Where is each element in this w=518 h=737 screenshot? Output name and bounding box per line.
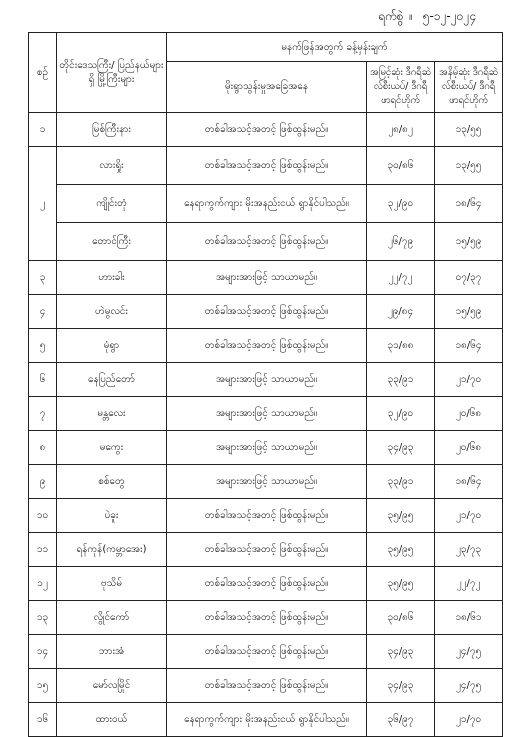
document-date [378,8,498,26]
rain-condition: အများအားဖြင့် သာယာမည်။ [167,465,367,499]
min-temperature: ၂၄/၇၅ [435,635,503,669]
min-temperature: ၂၃/၇၃ [435,533,503,567]
rain-condition: တစ်ခါအသင့်အတင့် ဖြစ်ထွန်းမည်။ [167,635,367,669]
row-number: ၁၆ [29,703,57,737]
header-min-temp: အနိမ့်ဆုံး ဒီဂရီဆဲလ်စီးယပ်/ ဒီဂရီဖာရင်ဟိုက် [435,62,503,113]
rain-condition: အများအားဖြင့် သာယာမည်။ [167,363,367,397]
city-name: ဘားအံ [57,635,167,669]
min-temperature: ၁၈/၆၄ [435,465,503,499]
rain-condition: တစ်ခါအသင့်အတင့် ဖြစ်ထွန်းမည်။ [167,499,367,533]
rain-condition: အများအားဖြင့် သာယာမည်။ [167,261,367,295]
row-number: ၁၀ [29,499,57,533]
weather-forecast-table [28,32,503,737]
max-temperature: ၃၃/၉၁ [367,465,435,499]
city-name: လွိုင်ကော် [57,601,167,635]
min-temperature: ၀၇/၃၇ [435,261,503,295]
date-separator: ။ [409,9,413,23]
header-forecast-group: မနက်ဖြန်အတွက် ခန့်မှန်းချက် [167,33,503,62]
rain-condition: တစ်ခါအသင့်အတင့် ဖြစ်ထွန်းမည်။ [167,147,367,185]
city-name: စစ်တွေ [57,465,167,499]
row-number: ၁၅ [29,669,57,703]
max-temperature: ၃၅/၉၅ [367,533,435,567]
city-name: ရန်ကုန်(ကမ္ဘာအေး) [57,533,167,567]
city-name: ဟားခါး [57,261,167,295]
min-temperature: ၂၄/၇၅ [435,669,503,703]
city-name: မုံရွာ [57,329,167,363]
city-name: ဗုသိမ် [57,567,167,601]
date-label: ရက်စွဲ [378,9,404,23]
max-temperature: ၂၉/၈၄ [367,295,435,329]
max-temperature: ၃၅/၉၅ [367,499,435,533]
min-temperature: ၁၈/၆၁ [435,601,503,635]
min-temperature: ၁၅/၅၉ [435,295,503,329]
row-number: ၈ [29,431,57,465]
city-name: ဟဲမွလင်း [57,295,167,329]
min-temperature: ၁၈/၆၄ [435,185,503,223]
row-number: ၄ [29,295,57,329]
row-number: ၉ [29,465,57,499]
rain-condition: တစ်ခါအသင့်အတင့် ဖြစ်ထွန်းမည်။ [167,223,367,261]
rain-condition: တစ်ခါအသင့်အတင့် ဖြစ်ထွန်းမည်။ [167,113,367,147]
header-max-temp: အမြင့်ဆုံး ဒီဂရီဆဲလ်စီးယပ်/ ဒီဂရီဖာရင်ဟိုက် [367,62,435,113]
row-number: ၁၁ [29,533,57,567]
row-number: ၁ [29,113,57,147]
rain-condition: တစ်ခါအသင့်အတင့် ဖြစ်ထွန်းမည်။ [167,295,367,329]
rain-condition: တစ်ခါအသင့်အတင့် ဖြစ်ထွန်းမည်။ [167,669,367,703]
header-serial-number: စဉ် [29,33,57,113]
rain-condition: နေရာကွက်ကျား မိုးအနည်းငယ် ရွာနိုင်ပါသည်။ [167,185,367,223]
min-temperature: ၁၃/၅၅ [435,113,503,147]
max-temperature: ၃၀/၈၆ [367,147,435,185]
max-temperature: ၃၅/၉၅ [367,567,435,601]
row-number: ၁၃ [29,601,57,635]
city-name: တောင်ကြီး [57,223,167,261]
max-temperature: ၂၆/၇၉ [367,223,435,261]
max-temperature: ၃၂/၉၀ [367,397,435,431]
header-rain-condition: မိုးရွာသွန်းမှုအခြေအနေ [167,62,367,113]
date-value: ၅-၁၂-၂၀၂၄ [422,9,477,23]
max-temperature: ၃၄/၉၃ [367,635,435,669]
city-name: နေပြည်တော် [57,363,167,397]
max-temperature: ၂၂/၇၂ [367,261,435,295]
city-name: ကျိုင်းတုံ [57,185,167,223]
rain-condition: အများအားဖြင့် သာယာမည်။ [167,397,367,431]
min-temperature: ၁၈/၆၄ [435,329,503,363]
row-number: ၃ [29,261,57,295]
row-number: ၁၂ [29,567,57,601]
city-name: မော်လမြိုင် [57,669,167,703]
min-temperature: ၂၁/၇၀ [435,703,503,737]
row-number: ၇ [29,397,57,431]
city-name: ထားဝယ် [57,703,167,737]
min-temperature: ၂၁/၇၀ [435,499,503,533]
city-name: မြစ်ကြီးနား [57,113,167,147]
rain-condition: တစ်ခါအသင့်အတင့် ဖြစ်ထွန်းမည်။ [167,601,367,635]
max-temperature: ၃၃/၉၁ [367,363,435,397]
min-temperature: ၁၃/၅၅ [435,147,503,185]
min-temperature: ၂၀/၆၈ [435,397,503,431]
rain-condition: အများအားဖြင့် သာယာမည်။ [167,431,367,465]
rain-condition: နေရာကွက်ကျား မိုးအနည်းငယ် ရွာနိုင်ပါသည်။ [167,703,367,737]
max-temperature: ၂၈/၈၂ [367,113,435,147]
city-name: မကွေး [57,431,167,465]
max-temperature: ၃၄/၉၃ [367,669,435,703]
city-name: မန္တလေး [57,397,167,431]
min-temperature: ၂၀/၆၈ [435,431,503,465]
row-number: ၁၄ [29,635,57,669]
row-number: ၆ [29,363,57,397]
city-name: ပဲခူး [57,499,167,533]
max-temperature: ၃၄/၉၃ [367,431,435,465]
rain-condition: တစ်ခါအသင့်အတင့် ဖြစ်ထွန်းမည်။ [167,329,367,363]
city-name: လားရှိုး [57,147,167,185]
min-temperature: ၂၁/၇၀ [435,363,503,397]
min-temperature: ၁၅/၅၉ [435,223,503,261]
max-temperature: ၃၁/၈၈ [367,329,435,363]
header-region-city: တိုင်းဒေသကြီး/ ပြည်နယ်များရှိ မြို့ကြီးများ [57,33,167,113]
max-temperature: ၃၆/၉၇ [367,703,435,737]
min-temperature: ၂၂/၇၂ [435,567,503,601]
rain-condition: တစ်ခါအသင့်အတင့် ဖြစ်ထွန်းမည်။ [167,567,367,601]
max-temperature: ၃၂/၉၀ [367,185,435,223]
rain-condition: တစ်ခါအသင့်အတင့် ဖြစ်ထွန်းမည်။ [167,533,367,567]
row-number: ၅ [29,329,57,363]
max-temperature: ၃၀/၈၆ [367,601,435,635]
row-number: ၂ [29,147,57,261]
